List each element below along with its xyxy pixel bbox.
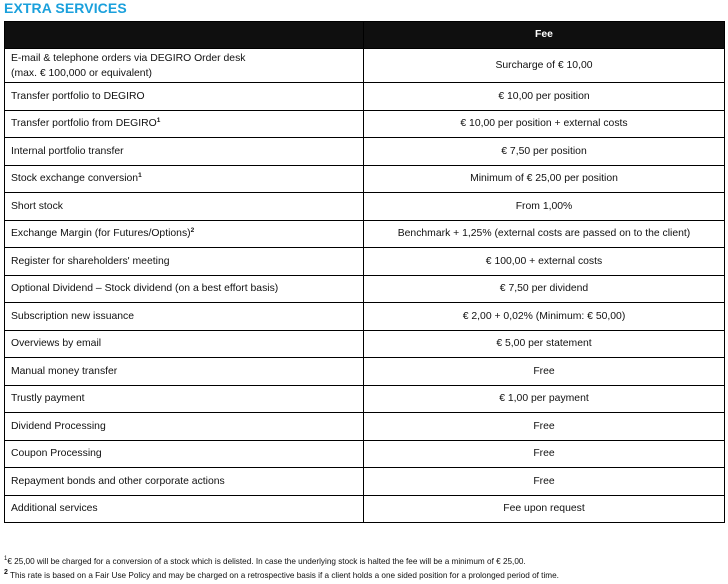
table-body (5, 49, 725, 523)
service-cell (5, 220, 364, 248)
footnote-reference: 2 (190, 227, 195, 235)
service-name: Transfer portfolio to DEGIRO (11, 90, 145, 102)
service-name: Register for shareholders' meeting (11, 255, 170, 267)
service-cell (5, 385, 364, 413)
fee-cell: Free (364, 413, 725, 441)
table-row (5, 165, 725, 193)
footnote-marker: 2 (4, 568, 8, 576)
service-name: Stock exchange conversion (11, 173, 139, 185)
service-cell (5, 165, 364, 193)
footnote-reference: 1 (138, 172, 142, 180)
table-row (5, 83, 725, 111)
table-row (5, 248, 725, 276)
fee-cell: € 2,00 + 0,02% (Minimum: € 50,00) (364, 303, 725, 331)
service-cell (5, 83, 364, 111)
column-header-service (5, 22, 364, 49)
fee-cell: Free (364, 358, 725, 386)
service-cell (5, 303, 364, 331)
table-row (5, 193, 725, 221)
service-name: Short stock (11, 200, 63, 212)
service-name: Coupon Processing (11, 448, 102, 460)
service-cell (5, 193, 364, 221)
table-row (5, 495, 725, 523)
table-row (5, 330, 725, 358)
service-name: Manual money transfer (11, 365, 118, 377)
table-row (5, 468, 725, 496)
footnote-reference: 1 (156, 117, 161, 125)
fee-cell: Surcharge of € 10,00 (364, 49, 725, 83)
service-name: Additional services (11, 503, 98, 515)
table-row (5, 110, 725, 138)
service-name: Dividend Processing (11, 420, 106, 432)
footnote-2 (4, 569, 559, 583)
table-row (5, 49, 725, 83)
table-row (5, 138, 725, 166)
table-row (5, 303, 725, 331)
service-name: Exchange Margin (for Futures/Options) (11, 228, 191, 240)
fee-cell: Benchmark + 1,25% (external costs are passed on to the client) (364, 220, 725, 248)
service-name: Optional Dividend – Stock dividend (on a best effort basis) (11, 283, 279, 295)
service-name: Overviews by email (11, 338, 102, 350)
footnote-marker: 1 (4, 556, 8, 562)
fee-cell: € 100,00 + external costs (364, 248, 725, 276)
table-row (5, 275, 725, 303)
extra-services-table (4, 21, 725, 523)
service-name: Transfer portfolio from DEGIRO (11, 118, 157, 130)
service-name: Trustly payment (11, 393, 85, 405)
fee-cell: € 10,00 per position (364, 83, 725, 111)
service-name: Subscription new issuance (11, 310, 135, 322)
section-title: EXTRA SERVICES (4, 0, 127, 16)
service-cell (5, 49, 364, 83)
table-row (5, 220, 725, 248)
service-cell (5, 440, 364, 468)
table-row (5, 440, 725, 468)
footnotes (4, 555, 559, 582)
service-cell (5, 495, 364, 523)
table-row (5, 413, 725, 441)
service-cell (5, 330, 364, 358)
table-header-row (5, 22, 725, 49)
service-cell (5, 468, 364, 496)
fee-cell: Free (364, 440, 725, 468)
footnote-text: € 25,00 will be charged for a conversion of a stock which is delisted. In case the underlying stock is halted the fee will be a minimum of € 25,00. (7, 557, 526, 566)
service-name: Internal portfolio transfer (11, 145, 124, 157)
fee-cell: Fee upon request (364, 495, 725, 523)
fee-cell: € 7,50 per dividend (364, 275, 725, 303)
service-cell (5, 110, 364, 138)
service-cell (5, 275, 364, 303)
service-cell (5, 358, 364, 386)
column-header-fee: Fee (364, 22, 725, 49)
fee-cell: € 7,50 per position (364, 138, 725, 166)
service-cell (5, 413, 364, 441)
fee-cell: € 10,00 per position + external costs (364, 110, 725, 138)
fee-cell: Free (364, 468, 725, 496)
fee-cell: € 5,00 per statement (364, 330, 725, 358)
table-row (5, 385, 725, 413)
table-row (5, 358, 725, 386)
service-cell (5, 138, 364, 166)
fee-cell: Minimum of € 25,00 per position (364, 165, 725, 193)
fee-cell: From 1,00% (364, 193, 725, 221)
footnote-1 (4, 555, 559, 569)
service-name: E-mail & telephone orders via DEGIRO Order desk (11, 52, 246, 64)
service-cell (5, 248, 364, 276)
footnote-text: This rate is based on a Fair Use Policy and may be charged on a retrospective basis if a client holds a one sided position for a prolonged period of time. (10, 570, 559, 580)
fee-cell: € 1,00 per payment (364, 385, 725, 413)
service-note: (max. € 100,000 or equivalent) (11, 67, 152, 79)
service-name: Repayment bonds and other corporate actions (11, 475, 225, 487)
